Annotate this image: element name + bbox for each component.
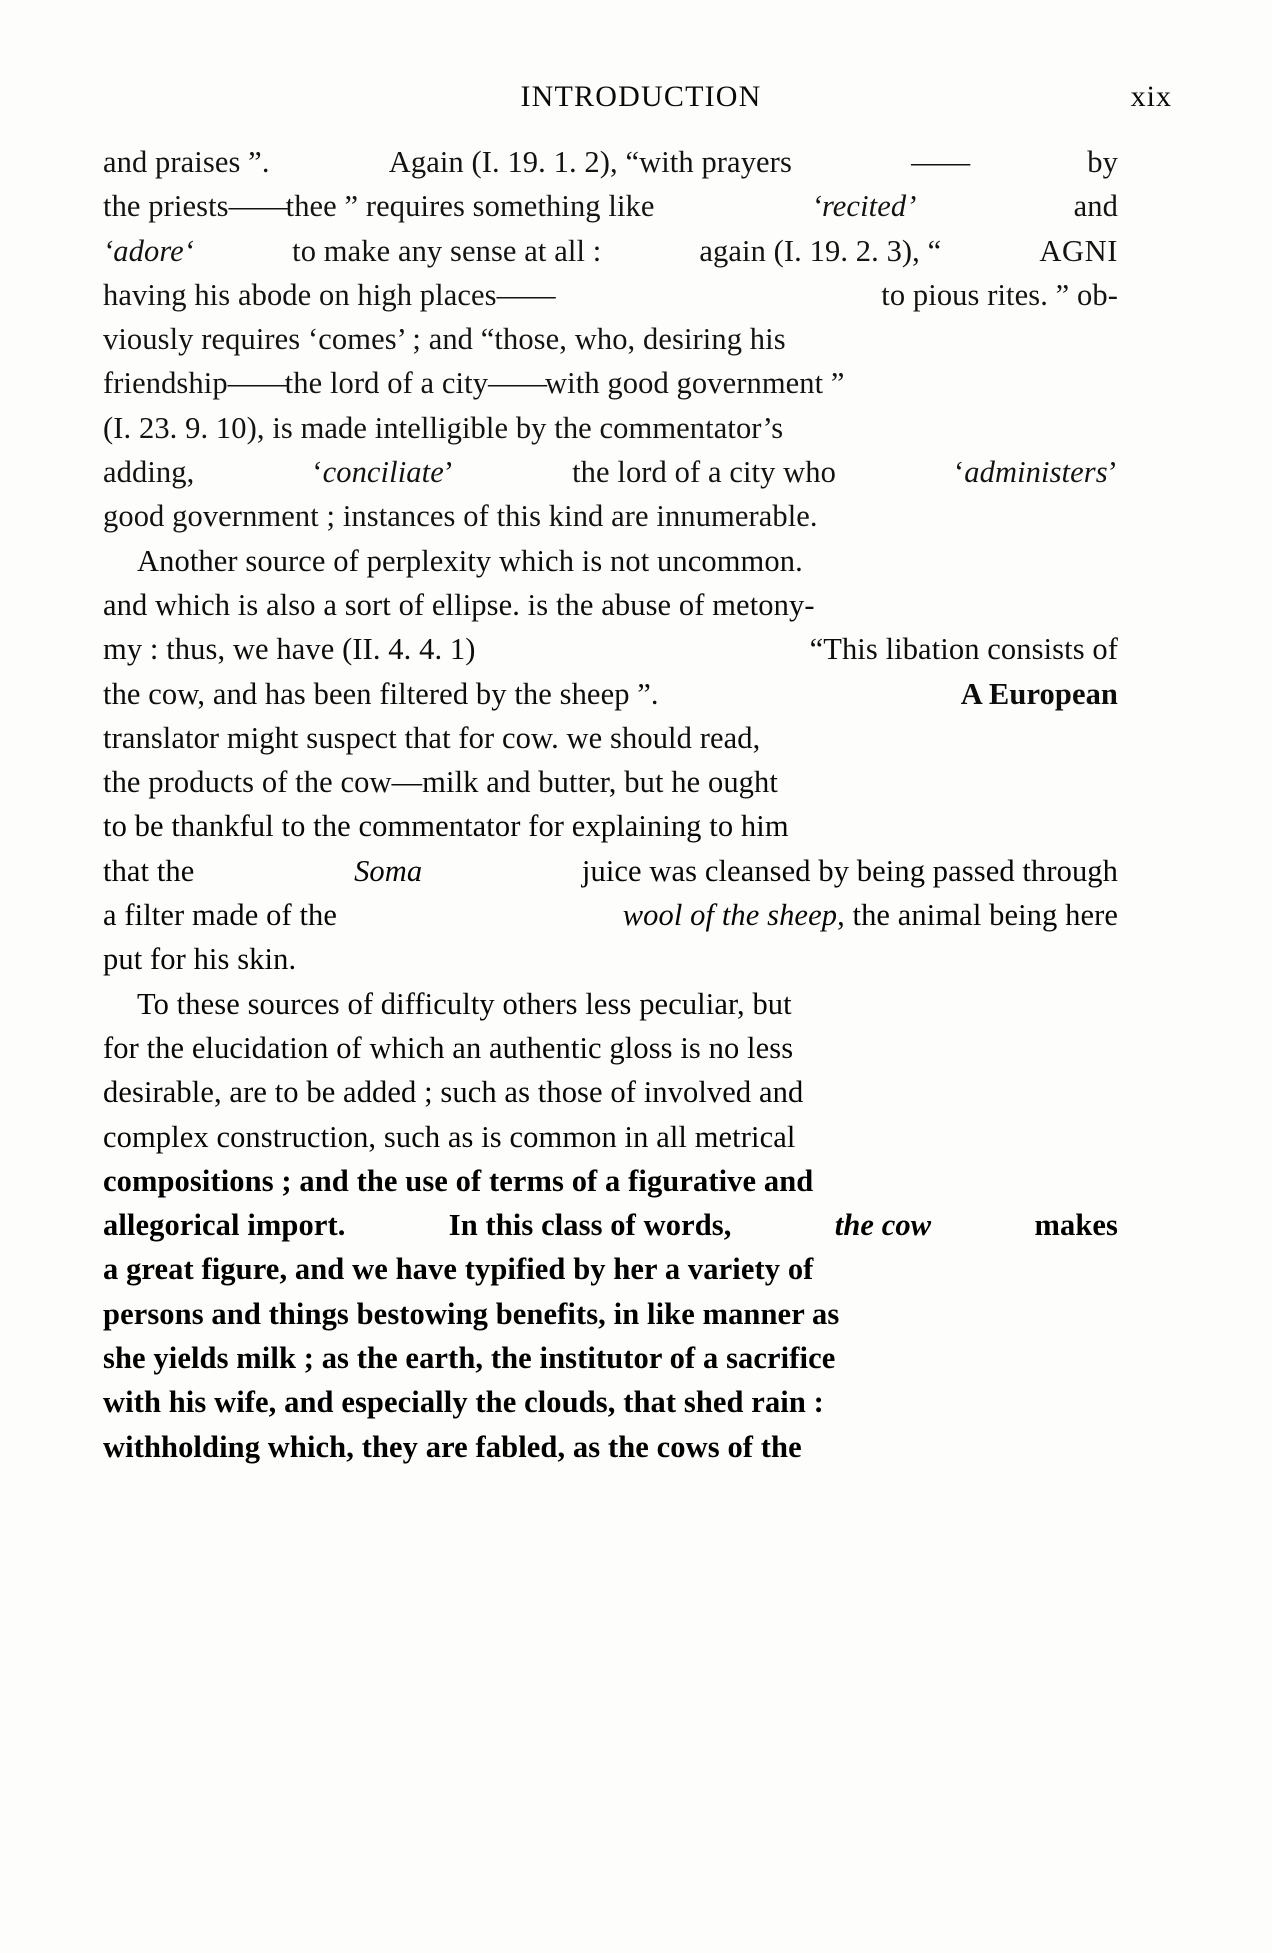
running-head (100, 80, 1172, 126)
text-line: To these sources of difficulty others less peculiar, but (137, 986, 792, 1021)
text-line (103, 627, 1118, 671)
text-line (103, 273, 1118, 317)
text-line (103, 672, 1118, 716)
text-line: complex construction, such as is common in all metrical (103, 1119, 796, 1154)
text-line: desirable, are to be added ; such as those of involved and (103, 1075, 804, 1110)
text-line: Another source of perplexity which is not uncommon. (137, 543, 803, 578)
page-title: INTRODUCTION (520, 80, 762, 113)
page-number: xix (1130, 80, 1172, 113)
em-dash-run: —— (488, 366, 546, 401)
body-text-block (103, 140, 1118, 1469)
line-fragment: the cow, and has been filtered by the sheep ”. (103, 676, 659, 711)
text-line: with his wife, and especially the clouds, that shed rain : (103, 1385, 824, 1420)
line-fragment: adding, (103, 455, 195, 490)
emphasis-adore: ‘adore‘ (103, 233, 195, 268)
line-fragment: the lord of a city who (572, 455, 837, 490)
line-fragment: my : thus, we have (II. 4. 4. 1) (103, 632, 476, 667)
text-line: (I. 23. 9. 10), is made intelligible by the commentator’s (103, 410, 784, 445)
paragraph-3 (103, 982, 1118, 1469)
line-fragment: Again (I. 19. 1. 2), “with prayers (388, 145, 792, 179)
emphasis-conciliate: ‘conciliate’ (312, 455, 455, 490)
text-line: put for his skin. (103, 942, 297, 977)
em-dash-run: —— (496, 277, 554, 312)
paragraph-2 (103, 539, 1118, 982)
line-fragment: again (I. 19. 2. 3), “ (699, 233, 942, 268)
text-line (103, 229, 1118, 273)
line-fragment: and praises ”. (103, 145, 270, 179)
text-line: viously requires ‘comes’ ; and “those, who, desiring his (103, 322, 786, 357)
line-fragment: juice was cleansed by being passed through (581, 853, 1118, 888)
line-fragment: friendship——the lord of a city——with good government ” (103, 366, 845, 401)
text-line (103, 893, 1118, 937)
emphasis-the-cow: the cow (834, 1208, 932, 1243)
emphasis-soma: Soma (354, 853, 423, 888)
text-line: for the elucidation of which an authentic gloss is no less (103, 1030, 794, 1065)
line-fragment: In this class of words, (448, 1208, 732, 1243)
text-line: and which is also a sort of ellipse. is the abuse of metony- (103, 587, 815, 622)
text-line (103, 184, 1118, 228)
em-dash-run: —— (227, 366, 285, 401)
emphasis-agni: AGNI (1039, 233, 1118, 268)
text-line: translator might suspect that for cow. we should read, (103, 720, 761, 755)
text-line (103, 450, 1118, 494)
text-line: good government ; instances of this kind are innumerable. (103, 499, 818, 534)
text-line: she yields milk ; as the earth, the institutor of a sacrifice (103, 1341, 836, 1376)
paragraph-1 (103, 140, 1118, 539)
text-line (103, 1203, 1118, 1247)
line-fragment: makes (1034, 1208, 1118, 1243)
line-fragment: to pious rites. ” ob- (881, 277, 1118, 312)
line-fragment: by (1087, 145, 1118, 179)
line-fragment: a filter made of the (103, 898, 338, 933)
emphasis-wool-of-the-sheep: wool of the sheep, the animal being here (622, 898, 1118, 933)
em-dash-run: —— (228, 189, 286, 224)
text-line: persons and things bestowing benefits, in like manner as (103, 1296, 840, 1331)
line-fragment: the priests——thee ” requires something like (103, 189, 655, 224)
line-fragment: and (1073, 189, 1118, 224)
text-line: a great figure, and we have typified by her a variety of (103, 1252, 814, 1287)
text-line: withholding which, they are fabled, as the cows of the (103, 1429, 802, 1464)
line-fragment: that the (103, 853, 195, 888)
em-dash-run: —— (911, 145, 969, 179)
line-fragment: allegorical import. (103, 1208, 346, 1243)
emphasis-administers: ‘administers’ (953, 455, 1118, 490)
line-fragment: having his abode on high places—— (103, 277, 554, 312)
line-fragment: to make any sense at all : (292, 233, 602, 268)
text-line: to be thankful to the commentator for explaining to him (103, 809, 789, 844)
line-fragment: A European (960, 676, 1118, 711)
text-line (103, 849, 1118, 893)
emphasis-recited: ‘recited’ (811, 189, 917, 224)
text-line (103, 361, 1118, 405)
text-line: the products of the cow—milk and butter, but he ought (103, 765, 778, 800)
line-fragment: “This libation consists of (809, 632, 1118, 667)
text-line: compositions ; and the use of terms of a figurative and (103, 1163, 814, 1198)
text-line (103, 140, 1118, 184)
